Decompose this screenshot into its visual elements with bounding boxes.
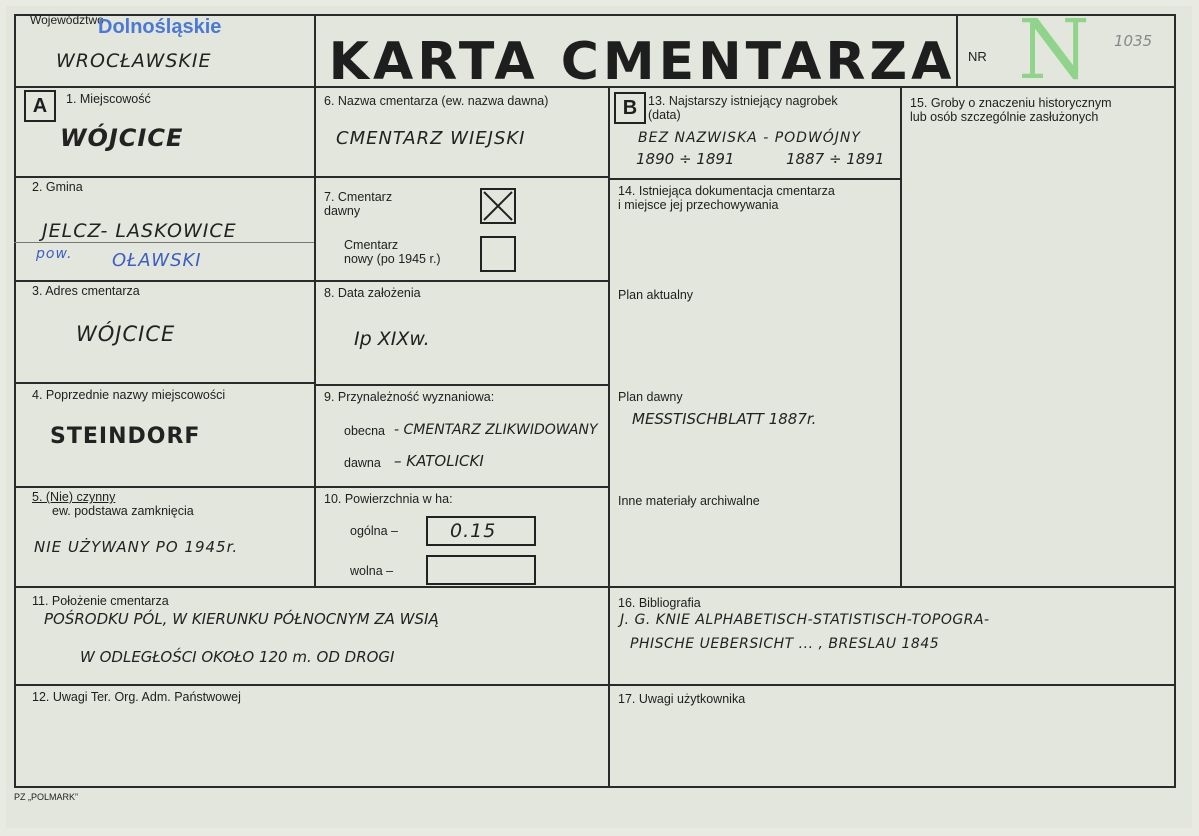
col-divider-1	[314, 14, 316, 588]
f6-value: CMENTARZ WIEJSKI	[336, 128, 526, 149]
frame-bottom	[14, 786, 1176, 788]
f3-label: 3. Adres cmentarza	[32, 284, 140, 298]
f9-label: 9. Przynależność wyznaniowa:	[324, 390, 495, 404]
f4-label: 4. Poprzednie nazwy miejscowości	[32, 388, 226, 402]
f10-wolna-label: wolna –	[350, 564, 394, 578]
f2-sub-prefix: pow.	[36, 246, 73, 262]
f10-ogolna-value: 0.15	[450, 520, 497, 542]
ogolna-field[interactable]	[426, 516, 536, 546]
row-divider	[14, 586, 1176, 588]
nr-stamp: N	[1018, 3, 1090, 98]
f9-obecna-value: - CMENTARZ ZLIKWIDOWANY	[394, 422, 598, 438]
col-divider-3	[900, 86, 902, 588]
f11-line2: W ODLEGŁOŚCI OKOŁO 120 m. OD DROGI	[80, 648, 395, 666]
f3-value: WÓJCICE	[76, 322, 176, 346]
f16-line1: J. G. KNIE ALPHABETISCH-STATISTISCH-TOPOGRA-	[620, 612, 990, 628]
f4-value: STEINDORF	[50, 424, 201, 449]
f2-sub-value: OŁAWSKI	[112, 250, 202, 271]
row-divider	[14, 486, 316, 488]
f12-label: 12. Uwagi Ter. Org. Adm. Państwowej	[32, 690, 241, 704]
f7-label-nowy: Cmentarz nowy (po 1945 r.)	[344, 238, 441, 266]
row-divider	[14, 684, 1176, 686]
plan-dawny-value: MESSTISCHBLATT 1887r.	[632, 410, 817, 428]
f8-label: 8. Data założenia	[324, 286, 421, 300]
wolna-field[interactable]	[426, 555, 536, 585]
f5-label: 5. (Nie) czynny	[32, 490, 116, 504]
row-divider	[14, 382, 316, 384]
row-divider	[608, 178, 902, 180]
frame-right	[1174, 14, 1176, 788]
f6-label: 6. Nazwa cmentarza (ew. nazwa dawna)	[324, 94, 549, 108]
section-a-badge: A	[24, 90, 56, 122]
f9-obecna-label: obecna	[344, 424, 386, 438]
f17-label: 17. Uwagi użytkownika	[618, 692, 746, 706]
f10-ogolna-label: ogólna –	[350, 524, 398, 538]
f10-label: 10. Powierzchnia w ha:	[324, 492, 453, 506]
f11-line1: POŚRODKU PÓL, W KIERUNKU PÓŁNOCNYM ZA WSIĄ	[44, 610, 439, 628]
f13-line2b: 1887 ÷ 1891	[786, 150, 885, 168]
f13-line2a: 1890 ÷ 1891	[636, 150, 735, 168]
f2-value: JELCZ- LASKOWICE	[42, 220, 237, 242]
f14-label: 14. Istniejąca dokumentacja cmentarza i miejsce jej przechowywania	[618, 184, 835, 212]
row-divider	[314, 280, 610, 282]
cemetery-card	[6, 3, 1192, 828]
wojewodztwo-value: WROCŁAWSKIE	[56, 50, 212, 72]
row-divider	[314, 176, 610, 178]
f13-line1: BEZ NAZWISKA - PODWÓJNY	[638, 130, 861, 146]
f13-label: 13. Najstarszy istniejący nagrobek (data)	[648, 94, 838, 122]
row-divider	[14, 280, 316, 282]
frame-left	[14, 14, 16, 788]
f15-label: 15. Groby o znaczeniu historycznym lub osób szczególnie zasłużonych	[910, 96, 1112, 124]
plan-aktualny-label: Plan aktualny	[618, 288, 694, 302]
inne-materialy-label: Inne materiały archiwalne	[618, 494, 760, 508]
plan-dawny-label: Plan dawny	[618, 390, 683, 404]
f2-label: 2. Gmina	[32, 180, 83, 194]
f5-value: NIE UŻYWANY PO 1945r.	[34, 538, 239, 556]
f1-label: 1. Miejscowość	[66, 92, 151, 106]
nr-label: NR	[968, 49, 987, 64]
card-title: KARTA CMENTARZA	[328, 32, 956, 92]
f16-label: 16. Bibliografia	[618, 596, 701, 610]
f1-value: WÓJCICE	[60, 124, 184, 152]
f7-label: 7. Cmentarz dawny	[324, 190, 393, 218]
nr-value: 1035	[1114, 32, 1153, 50]
f11-label: 11. Położenie cmentarza	[32, 594, 169, 608]
f5-sub: ew. podstawa zamknięcia	[52, 504, 194, 518]
wojewodztwo-label: Województwo	[30, 13, 104, 27]
col-divider-2	[608, 86, 610, 786]
row-divider	[314, 486, 610, 488]
gmina-underline	[14, 242, 314, 243]
cmentarz-nowy-checkbox[interactable]	[480, 236, 516, 272]
printer-imprint: PZ „POLMARK”	[14, 792, 79, 802]
f16-line2: PHISCHE UEBERSICHT ... , BRESLAU 1845	[630, 636, 940, 652]
section-b-badge: B	[614, 92, 646, 124]
checked-x-icon	[482, 190, 514, 222]
row-divider	[14, 176, 316, 178]
row-divider	[314, 384, 610, 386]
f9-dawna-label: dawna	[344, 456, 381, 470]
wojewodztwo-stamp: Dolnośląskie	[98, 16, 222, 38]
f9-dawna-value: – KATOLICKI	[394, 452, 484, 470]
cmentarz-dawny-checkbox[interactable]	[480, 188, 516, 224]
f8-value: Ip XIXw.	[354, 328, 430, 350]
